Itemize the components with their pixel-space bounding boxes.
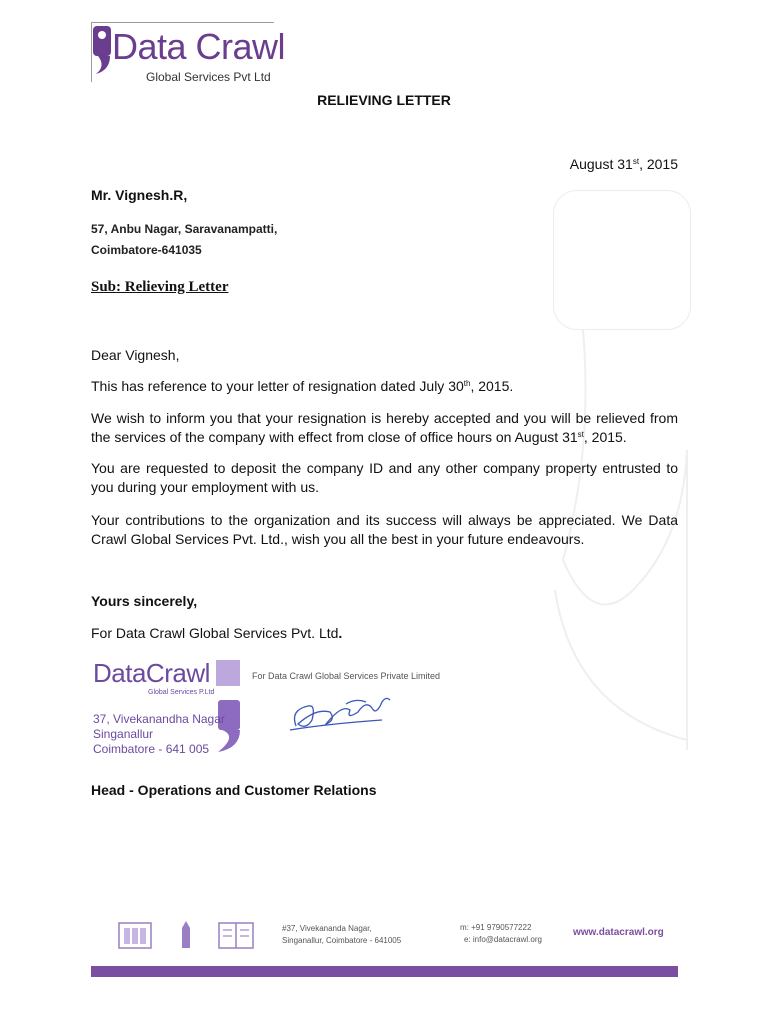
stamp-subtitle: Global Services P.Ltd (148, 689, 215, 696)
recipient-address-line2: Coimbatore-641035 (91, 243, 202, 257)
logo-comma-icon (92, 26, 114, 76)
for-company: For Data Crawl Global Services Pvt. Ltd. (91, 625, 343, 641)
stamp-for-company: For Data Crawl Global Services Private Limited (252, 671, 441, 681)
paragraph-1: This has reference to your letter of resignation dated July 30th, 2015. (91, 378, 514, 394)
book-icon (218, 920, 254, 950)
watermark-comma-top (553, 190, 691, 330)
signature (286, 690, 396, 738)
paragraph-4: Your contributions to the organization and its success will always be appreciated. We Data Crawl Global Services Pvt. Ltd., wish you all the best in your future endeavours. (91, 512, 678, 547)
footer-website: www.datacrawl.org (573, 927, 664, 938)
letter-date: August 31st, 2015 (569, 156, 678, 172)
logo-subtitle: Global Services Pvt Ltd (146, 70, 271, 84)
paragraph-2: We wish to inform you that your resignation is hereby accepted and you will be relieved from the services of the company with effect from close of office hours on August 31st, 2015. (91, 410, 678, 445)
stamp-brand: DataCrawl (93, 658, 210, 688)
designation: Head - Operations and Customer Relations (91, 782, 377, 798)
logo-frame-line (91, 22, 274, 23)
footer-address: #37, Vivekananda Nagar, Singanallur, Coimbatore - 641005 (282, 924, 402, 945)
subject-line: Sub: Relieving Letter (91, 279, 229, 295)
footer-contact: m: +91 9790577222 e: info@datacrawl.org (460, 923, 542, 944)
footer-bar (91, 966, 678, 977)
paragraph-3: You are requested to deposit the company ID and any other company property entrusted to you during your employment with us. (91, 460, 678, 495)
document-icon (118, 920, 152, 950)
page-title: RELIEVING LETTER (317, 92, 451, 108)
stamp-address: 37, Vivekanandha Nagar Singanallur Coimbatore - 641 005 (93, 712, 225, 756)
salutation: Dear Vignesh, (91, 347, 180, 363)
recipient-name: Mr. Vignesh.R, (91, 187, 188, 203)
closing: Yours sincerely, (91, 593, 198, 609)
pencil-icon (180, 920, 192, 950)
recipient-address-line1: 57, Anbu Nagar, Saravanampatti, (91, 222, 278, 236)
stamp-square-mark (216, 660, 240, 686)
logo-brand: Data Crawl (112, 26, 286, 67)
